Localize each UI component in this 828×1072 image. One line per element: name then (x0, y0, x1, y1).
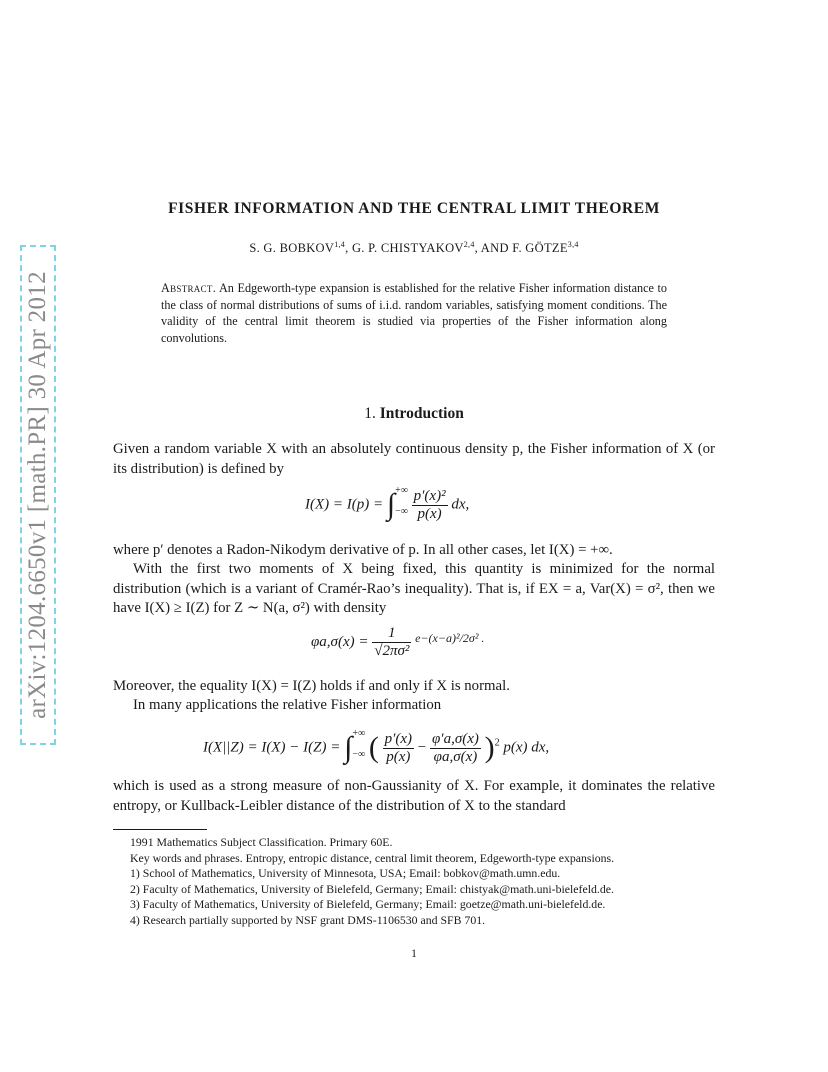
footnote-msc: 1991 Mathematics Subject Classification. Primary 60E. (130, 835, 393, 849)
abstract-label: Abstract. (161, 281, 217, 295)
page-number: 1 (411, 948, 417, 960)
abstract (161, 280, 667, 346)
footnote-affil-2: 2) Faculty of Mathematics, University of Bielefeld, Germany; Email: chistyak@math.uni-bielefeld.de. (130, 881, 614, 896)
equation-normal-density (311, 625, 484, 660)
eq1-tail: dx, (451, 496, 470, 513)
equation-fisher-info (305, 484, 469, 526)
integral-sign: ∫ (386, 488, 396, 521)
eq3-fraction-2: $\frac{\varphi'a,\sigma(x)}{\varphi a,\sigma(x)}$ (432, 730, 479, 765)
author-line (0, 240, 828, 256)
section-number: 1. (364, 405, 376, 422)
footnotes (113, 835, 715, 929)
section-heading (0, 405, 828, 423)
eq3-upper: +∞ (352, 728, 366, 739)
paper-title: FISHER INFORMATION AND THE CENTRAL LIMIT THEOREM (168, 200, 660, 217)
right-paren: ) (484, 731, 495, 764)
footnote-funding: 4) Research partially supported by NSF grant DMS-1106530 and SFB 701. (130, 912, 486, 927)
squared-exponent: 2 (494, 737, 500, 749)
author-1: S. G. BOBKOV (249, 241, 335, 256)
author-3: , AND F. GÖTZE (474, 241, 568, 256)
author-3-affil: 3,4 (567, 240, 579, 249)
integral-sign: ∫ (344, 731, 353, 764)
left-paren: ( (368, 731, 379, 764)
author-1-affil: 1,4 (334, 240, 346, 249)
author-2: , G. P. CHISTYAKOV (345, 241, 464, 256)
eq2-fraction: $\frac{1}{\text{√2πσ²}}$ (374, 625, 410, 659)
paragraph-5: In many applications the relative Fisher information (133, 697, 442, 713)
eq3-fraction-1: $\frac{p'(x)}{p(x)}$ (384, 730, 413, 765)
footnote-affil-3: 3) Faculty of Mathematics, University of Bielefeld, Germany; Email: goetze@math.uni-bielefeld.de. (130, 897, 606, 912)
eq1-lower: −∞ (395, 506, 408, 517)
abstract-text: An Edgeworth-type expansion is established for the relative Fisher information distance to the class of normal distributions of sums of i.i.d. random variables, satisfying moment conditions. The validity of the central limit theorem is studied via properties of the Fisher information along convolutions. (161, 281, 667, 345)
eq3-lhs: I(X||Z) = I(X) − I(Z) = (203, 739, 341, 756)
paragraph-4: Moreover, the equality I(X) = I(Z) holds if and only if X is normal. (113, 678, 510, 694)
author-2-affil: 2,4 (463, 240, 475, 249)
footnote-rule (113, 829, 207, 830)
eq3-lower: −∞ (352, 749, 366, 760)
arxiv-watermark: arXiv:1204.6650v1 [math.PR] 30 Apr 2012 (24, 271, 51, 719)
eq1-upper: +∞ (395, 485, 408, 496)
eq3-tail: p(x) dx, (503, 739, 550, 756)
paragraph-6: which is used as a strong measure of non-Gaussianity of X. For example, it dominates the relative entropy, or Kullback-Leibler distance of the distribution of X to the standard (113, 778, 715, 814)
section-title: Introduction (379, 405, 464, 422)
eq1-fraction: $\frac{\text{p′(x)²}}{p(x)}$ (413, 487, 446, 522)
footnote-affil-1: 1) School of Mathematics, University of Minnesota, USA; Email: bobkov@math.umn.edu. (130, 866, 561, 881)
eq2-tail: e−(x−a)²/2σ² . (415, 630, 485, 645)
eq3-minus: − (417, 739, 427, 756)
paragraph-2: where p′ denotes a Radon-Nikodym derivative of p. In all other cases, let I(X) = +∞. (113, 542, 613, 558)
equation-relative-fisher (203, 727, 549, 769)
paragraph-1: Given a random variable X with an absolutely continuous density p, the Fisher information of X (or its distribution) is defined by (113, 441, 715, 477)
eq2-lhs: φa,σ(x) = (311, 633, 369, 650)
footnote-keywords: Key words and phrases. Entropy, entropic distance, central limit theorem, Edgeworth-type expansions. (130, 850, 615, 865)
paragraph-3: With the first two moments of X being fixed, this quantity is minimized for the normal distribution (which is a variant of Cramér-Rao’s inequality). That is, if EX = a, Var(X) = σ², then we have I(X) ≥ I(Z) for Z ∼ N(a, σ²) with density (113, 561, 715, 616)
eq1-lhs: I(X) = I(p) = (305, 496, 384, 513)
